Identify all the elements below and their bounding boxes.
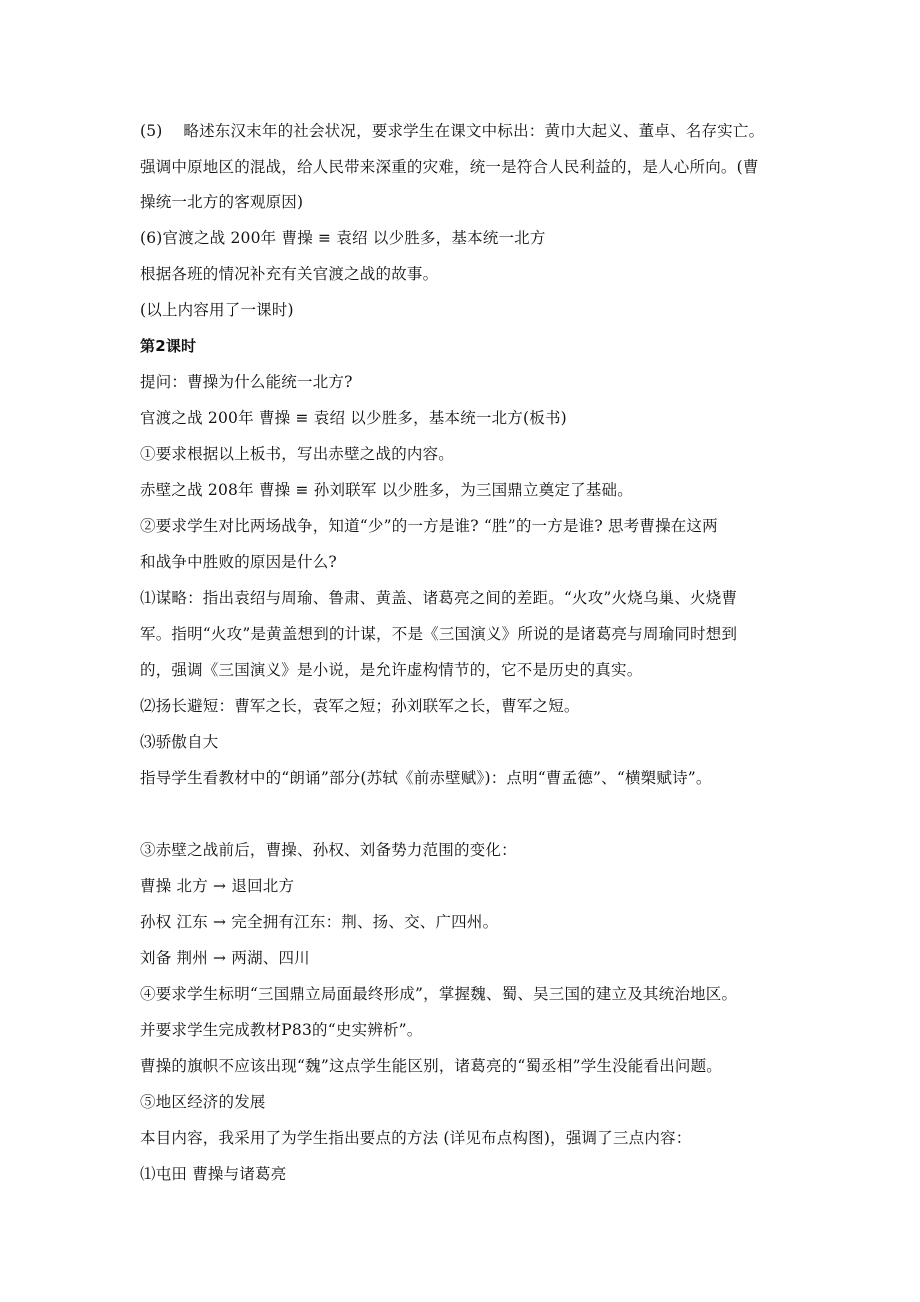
text-line: 和战争中胜败的原因是什么?: [140, 553, 337, 571]
text-line: ⑵扬长避短：曹军之长，袁军之短；孙刘联军之长，曹军之短。: [140, 697, 580, 715]
text-line: (以上内容用了一课时): [140, 301, 294, 319]
text-line: 孙权 江东 → 完全拥有江东：荆、扬、交、广四州。: [140, 913, 499, 931]
text-line: ①要求根据以上板书，写出赤壁之战的内容。: [140, 445, 455, 463]
text-line: 曹操 北方 → 退回北方: [140, 877, 295, 895]
text-line: ②要求学生对比两场战争，知道“少”的一方是谁? “胜”的一方是谁? 思考曹操在这两: [140, 517, 718, 535]
text-line: 军。指明“火攻”是黄盖想到的计谋，不是《三国演义》所说的是诸葛亮与周瑜同时想到: [140, 625, 738, 643]
text-line: ⑤地区经济的发展: [140, 1093, 266, 1111]
text-line: 的，强调《三国演义》是小说，是允许虚构情节的，它不是历史的真实。: [140, 661, 643, 679]
text-line: 根据各班的情况补充有关官渡之战的故事。: [140, 265, 439, 283]
section-heading: 第2课时: [140, 337, 197, 355]
text-line: ⑴谋略：指出袁绍与周瑜、鲁肃、黄盖、诸葛亮之间的差距。“火攻”火烧乌巢、火烧曹: [140, 589, 738, 607]
text-line: 赤壁之战 208年 曹操 ≡ 孙刘联军 以少胜多，为三国鼎立奠定了基础。: [140, 481, 633, 499]
text-line: 提问：曹操为什么能统一北方?: [140, 373, 353, 391]
text-line: ③赤壁之战前后，曹操、孙权、刘备势力范围的变化：: [140, 841, 517, 859]
text-line: 曹操的旗帜不应该出现“魏”这点学生能区别，诸葛亮的“蜀丞相”学生没能看出问题。: [140, 1057, 722, 1075]
text-line: 本目内容，我采用了为学生指出要点的方法 (详见布点构图)，强调了三点内容：: [140, 1129, 692, 1147]
text-line: ⑴屯田 曹操与诸葛亮: [140, 1165, 287, 1183]
text-line: ⑶骄傲自大: [140, 733, 219, 751]
text-line: ④要求学生标明“三国鼎立局面最终形成”，掌握魏、蜀、吴三国的建立及其统治地区。: [140, 985, 738, 1003]
text-line: 刘备 荆州 → 两湖、四川: [140, 949, 310, 967]
text-line: 强调中原地区的混战，给人民带来深重的灾难，统一是符合人民利益的，是人心所向。(曹: [140, 158, 759, 176]
text-line: (6)官渡之战 200年 曹操 ≡ 袁绍 以少胜多，基本统一北方: [140, 229, 546, 247]
text-line: 指导学生看教材中的“朗诵”部分(苏轼《前赤壁赋》)：点明“曹孟德”、“横槊赋诗”。: [140, 769, 712, 787]
text-line: 操统一北方的客观原因): [140, 193, 304, 211]
text-line: (5) 略述东汉末年的社会状况，要求学生在课文中标出：黄巾大起义、董卓、名存实亡。: [140, 122, 765, 140]
text-line: 并要求学生完成教材P83的“史实辨析”。: [140, 1021, 423, 1039]
text-line: 官渡之战 200年 曹操 ≡ 袁绍 以少胜多，基本统一北方(板书): [140, 409, 567, 427]
